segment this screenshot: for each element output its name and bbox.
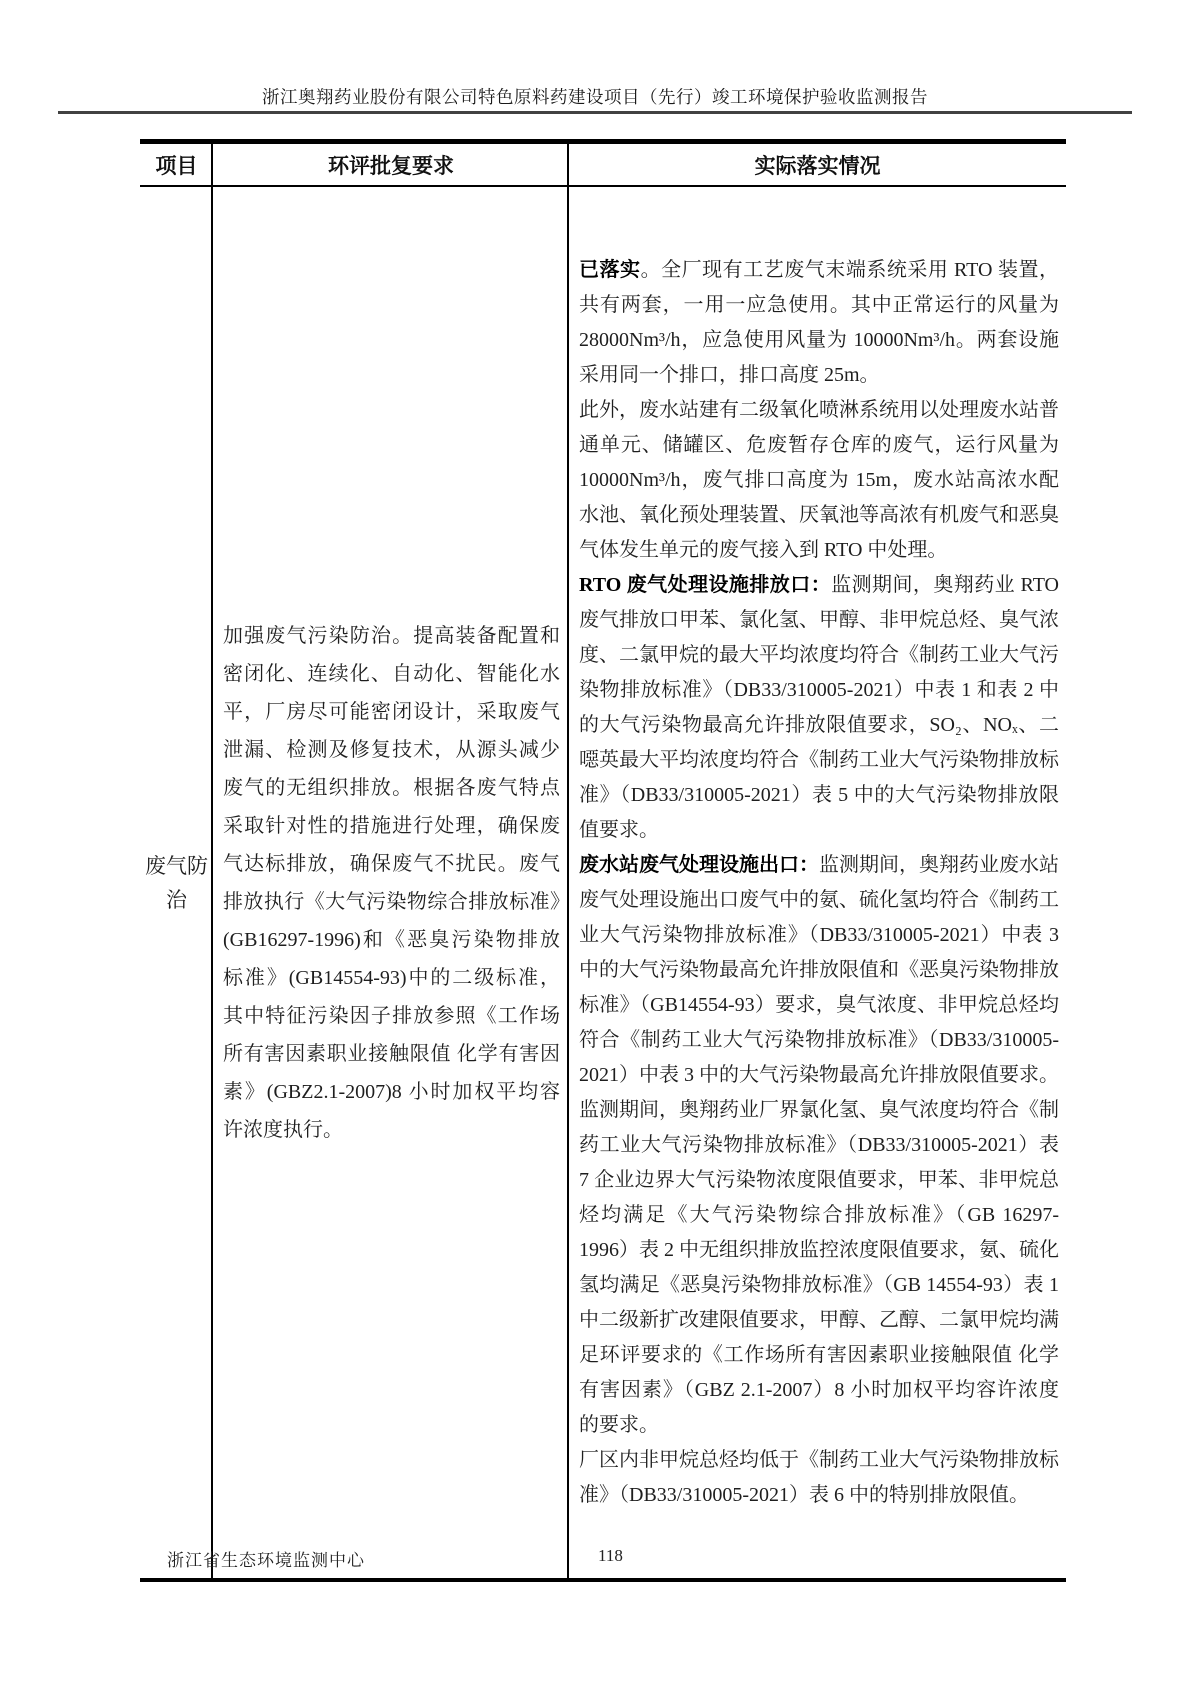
- implementation-cell: [569, 187, 1066, 1578]
- document-header-title: 浙江奥翔药业股份有限公司特色原料药建设项目（先行）竣工环境保护验收监测报告: [262, 87, 928, 107]
- header-item: 项目: [155, 153, 198, 178]
- implementation-paragraph: 此外，废水站建有二级氧化喷淋系统用以处理废水站普通单元、储罐区、危废暂存仓库的废气，运行风量为 10000Nm³/h，废气排口高度为 15m，废水站高浓水配水池、氧化预处理装置、厌氧池等高浓有机废气和恶臭气体发生单元的废气接入到 RTO 中处理。: [579, 398, 1059, 561]
- implementation-text: [579, 253, 1059, 1513]
- implementation-paragraph: 厂区内非甲烷总烃均低于《制药工业大气污染物排放标准》（DB33/310005-2021）表 6 中的特别排放限值。: [579, 1448, 1059, 1506]
- implementation-paragraph: 监测期间，奥翔药业厂界氯化氢、臭气浓度均符合《制药工业大气污染物排放标准》（DB33/310005-2021）表 7 企业边界大气污染物浓度限值要求，甲苯、非甲烷总烃均满足《大气污染物综合排放标准》（GB 16297-1996）表 2 中无组织排放监控浓度限值要求，氨、硫化氢均满足《恶臭污染物排放标准》（GB 14554-93）表 1 中二级新扩改建限值要求，甲醇、乙醇、二氯甲烷均满足环评要求的《工作场所有害因素职业接触限值 化学有害因素》（GBZ 2.1-2007）8 小时加权平均容许浓度的要求。: [579, 1098, 1059, 1436]
- header-divider: [58, 111, 1132, 114]
- header-requirement: 环评批复要求: [328, 153, 454, 178]
- compliance-table: [140, 139, 1066, 1582]
- implementation-paragraph: RTO 废气处理设施排放口：监测期间，奥翔药业 RTO 废气排放口甲苯、氯化氢、甲醇、非甲烷总烃、臭气浓度、二氯甲烷的最大平均浓度均符合《制药工业大气污染物排放标准》（DB33/310005-2021）中表 1 和表 2 中的大气污染物最高允许排放限值要求，SO₂、NOₓ、二噁英最大平均浓度均符合《制药工业大气污染物排放标准》（DB33/310005-2021）表 5 中的大气污染物排放限值要求。: [579, 573, 1059, 841]
- column-divider-1: [211, 144, 213, 1578]
- implementation-paragraph: 已落实。全厂现有工艺废气末端系统采用 RTO 装置，共有两套，一用一应急使用。其中正常运行的风量为 28000Nm³/h，应急使用风量为 10000Nm³/h。两套设施采用同一个排口，排口高度 25m。: [579, 258, 1060, 386]
- column-divider-2: [567, 144, 569, 1578]
- page-footer: [140, 1546, 1066, 1568]
- item-cell: 废气防治: [145, 853, 208, 912]
- footer-org: 浙江省生态环境监测中心: [167, 1551, 365, 1570]
- footer-page-number: 118: [598, 1546, 623, 1565]
- header-implementation: 实际落实情况: [754, 153, 881, 178]
- requirement-text: 加强废气污染防治。提高装备配置和密闭化、连续化、自动化、智能化水平，厂房尽可能密闭设计，采取废气泄漏、检测及修复技术，从源头减少废气的无组织排放。根据各废气特点采取针对性的措施进行处理，确保废气达标排放，确保废气不扰民。废气排放执行《大气污染物综合排放标准》(GB16297-1996)和《恶臭污染物排放标准》(GB14554-93)中的二级标准，其中特征污染因子排放参照《工作场所有害因素职业接触限值 化学有害因素》(GBZ2.1-2007)8 小时加权平均容许浓度执行。: [223, 624, 560, 1141]
- implementation-paragraph: 废水站废气处理设施出口：监测期间，奥翔药业废水站废气处理设施出口废气中的氨、硫化氢均符合《制药工业大气污染物排放标准》（DB33/310005-2021）中表 3 中的大气污染物最高允许排放限值和《恶臭污染物排放标准》（GB14554-93）要求，臭气浓度、非甲烷总烃均符合《制药工业大气污染物排放标准》（DB33/310005-2021）中表 3 中的大气污染物最高允许排放限值要求。: [579, 853, 1059, 1086]
- requirement-cell: [213, 187, 569, 1578]
- table-header-row: [140, 144, 1066, 187]
- table-row: [140, 187, 1066, 1578]
